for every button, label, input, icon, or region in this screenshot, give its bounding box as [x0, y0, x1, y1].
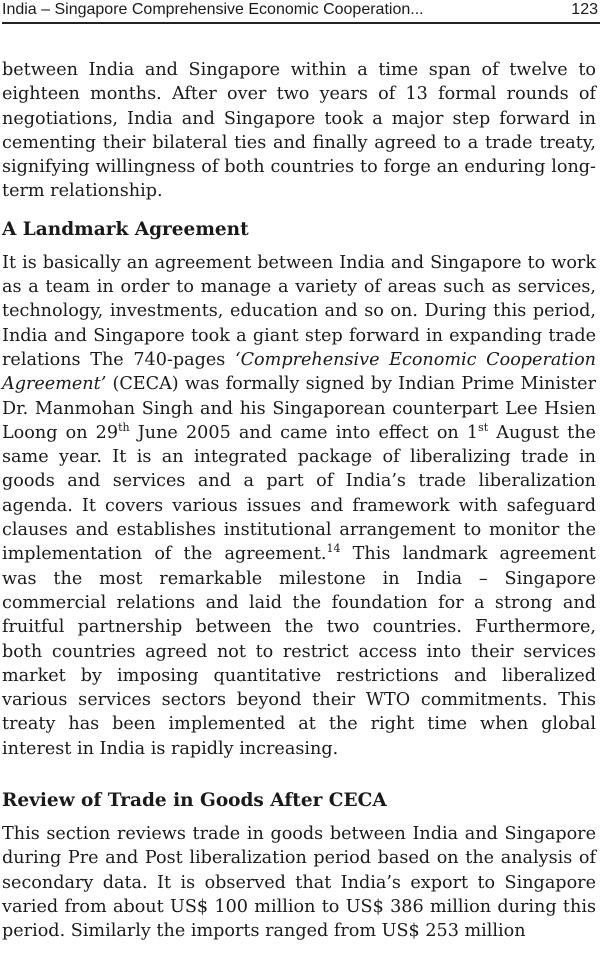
text-segment: June 2005 and came into effect on 1	[129, 422, 479, 443]
paragraph-continuation: between India and Singapore within a time span of twelve to eighteen months. After over two years of 13 formal rounds of negotiations, India and Singapore took a major step forward in cementing their bilateral ties and finally agreed to a trade treaty, signifying willingness of both countries to forge an enduring long-term relationship.	[2, 60, 596, 202]
agreement-title-italic: ‘Comprehensive Economic Cooperation Agreement’	[2, 349, 596, 395]
running-title: India – Singapore Comprehensive Economic Cooperation...	[2, 1, 424, 18]
paragraph-review-trade: This section reviews trade in goods between India and Singapore during Pre and Post liberalization period based on the analysis of secondary data. It is observed that India’s export to Singapore varied from about US$ 100 million to US$ 386 million during this period. Similarly the imports ranged from US$ 253 million	[2, 824, 596, 942]
section-heading-landmark-agreement: A Landmark Agreement	[2, 218, 249, 240]
page-body	[2, 58, 596, 944]
running-header	[2, 0, 600, 24]
section-heading-review-trade: Review of Trade in Goods After CECA	[2, 790, 387, 812]
text-segment: (CECA) was formally signed by Indian Prime Minister Dr. Manmohan Singh and his Singaporean counterpart Lee Hsien Loong on 29	[2, 374, 596, 443]
paragraph-landmark-agreement	[2, 251, 596, 761]
ordinal-suffix: th	[118, 420, 130, 434]
footnote-reference: 14	[326, 542, 341, 556]
ordinal-suffix: st	[478, 420, 489, 434]
page-number: 123	[571, 1, 598, 18]
text-segment: August the same year. It is an integrated package of liberalizing trade in goods and services and a part of India’s trade liberalization agenda. It covers various issues and framework with safeguard clauses and establishes institutional arrangement to monitor the implementation of the agreement.	[2, 422, 596, 565]
text-segment: This landmark agreement was the most remarkable milestone in India – Singapore commercial relations and laid the foundation for a strong and fruitful partnership between the two countries. Furthermore, both countries agreed not to restrict access into their services market by imposing quantitative restrictions and liberalized various services sectors beyond their WTO commitments. This treaty has been implemented at the right time when global interest in India is rapidly increasing.	[2, 544, 596, 759]
text-segment: It is basically an agreement between India and Singapore to work as a team in order to manage a variety of areas such as services, technology, investments, education and so on. During this period, India and Singapore took a giant step forward in expanding trade relations The 740-pages	[2, 252, 596, 370]
